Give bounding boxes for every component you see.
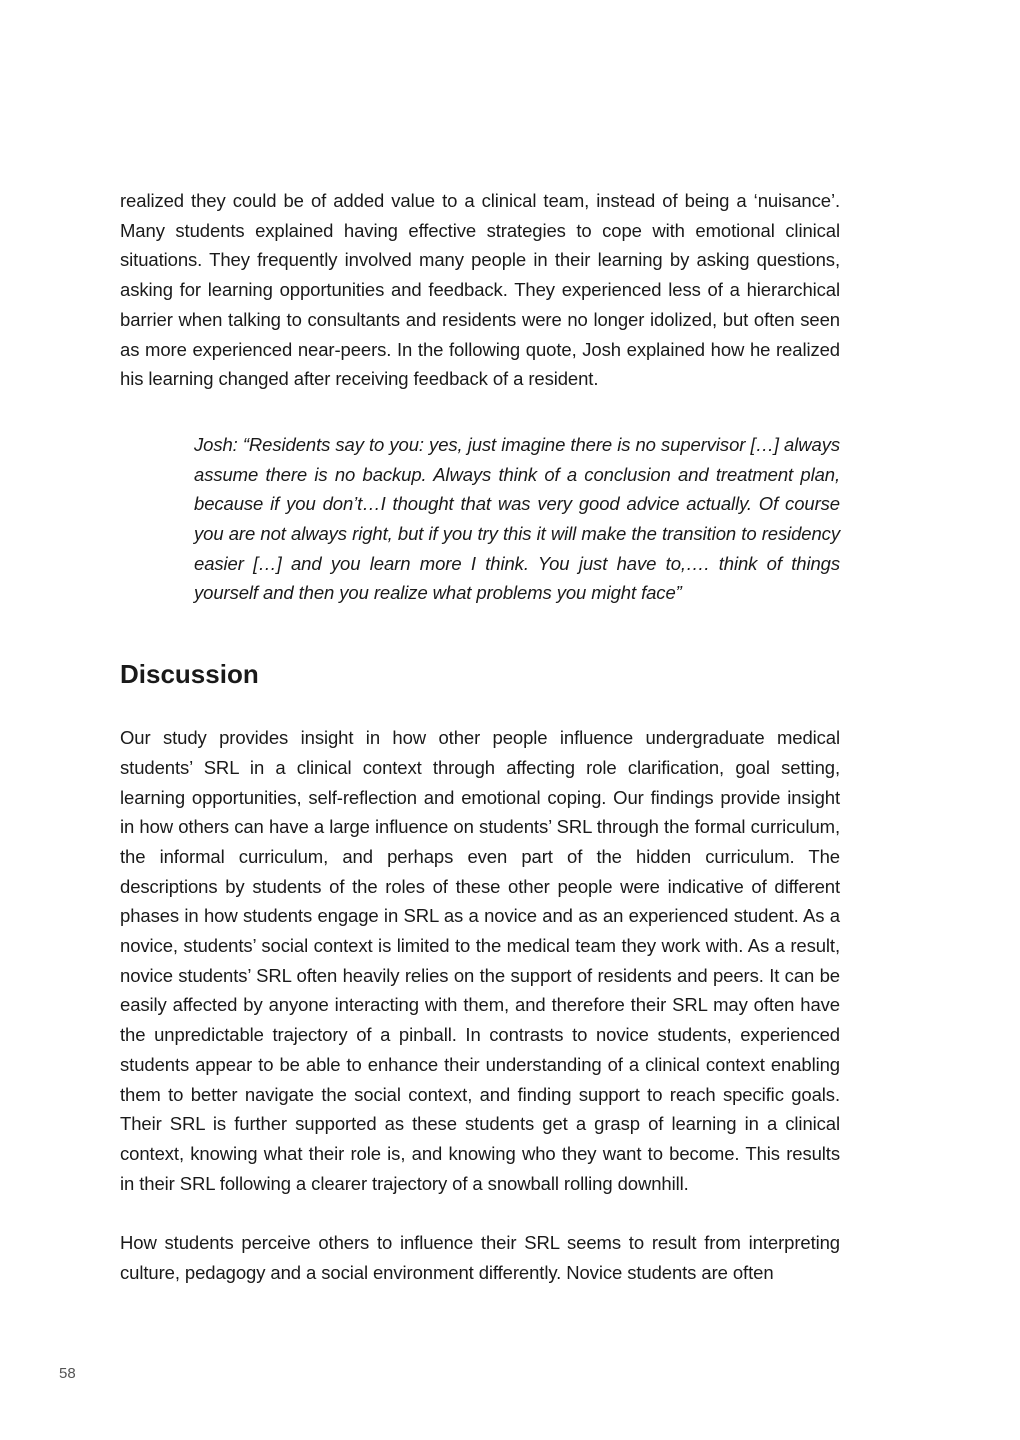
- section-heading: Discussion: [120, 659, 259, 690]
- page-content: [120, 186, 840, 1288]
- body-paragraph: How students perceive others to influence their SRL seems to result from interpreting culture, pedagogy and a social environment differently. Novice students are often: [120, 1232, 840, 1284]
- body-paragraph: realized they could be of added value to a clinical team, instead of being a ‘nuisance’. Many students explained having effective strategies to cope with emotional clinical situations. They frequently involved many people in their learning by asking questions, asking for learning opportunities and feedback. They experienced less of a hierarchical barrier when talking to consultants and residents were no longer idolized, but often seen as more experienced near-peers. In the following quote, Josh explained how he realized his learning changed after receiving feedback of a resident.: [120, 190, 840, 390]
- body-paragraph: Our study provides insight in how other people influence undergraduate medical students’ SRL in a clinical context through affecting role clarification, goal setting, learning opportunities, self-reflection and emotional coping. Our findings provide insight in how others can have a large influence on students’ SRL through the formal curriculum, the informal curriculum, and perhaps even part of the hidden curriculum. The descriptions by students of the roles of these other people were indicative of different phases in how students engage in SRL as a novice and as an experienced student. As a novice, students’ social context is limited to the medical team they work with. As a result, novice students’ SRL often heavily relies on the support of residents and peers. It can be easily affected by anyone interacting with them, and therefore their SRL may often have the unpredictable trajectory of a pinball. In contrasts to novice students, experienced students appear to be able to enhance their understanding of a clinical context enabling them to better navigate the social context, and finding support to reach specific goals. Their SRL is further supported as these students get a grasp of learning in a clinical context, knowing what their role is, and knowing who they want to become. This results in their SRL following a clearer trajectory of a snowball rolling downhill.: [120, 727, 840, 1194]
- block-quote: Josh: “Residents say to you: yes, just imagine there is no supervisor […] always assume there is no backup. Always think of a conclusion and treatment plan, because if you don’t…I thought that was very good advice actually. Of course you are not always right, but if you try this it will make the transition to residency easier […] and you learn more I think. You just have to,…. think of things yourself and then you realize what problems you might face”: [194, 433, 840, 604]
- page-number: 58: [59, 1365, 76, 1382]
